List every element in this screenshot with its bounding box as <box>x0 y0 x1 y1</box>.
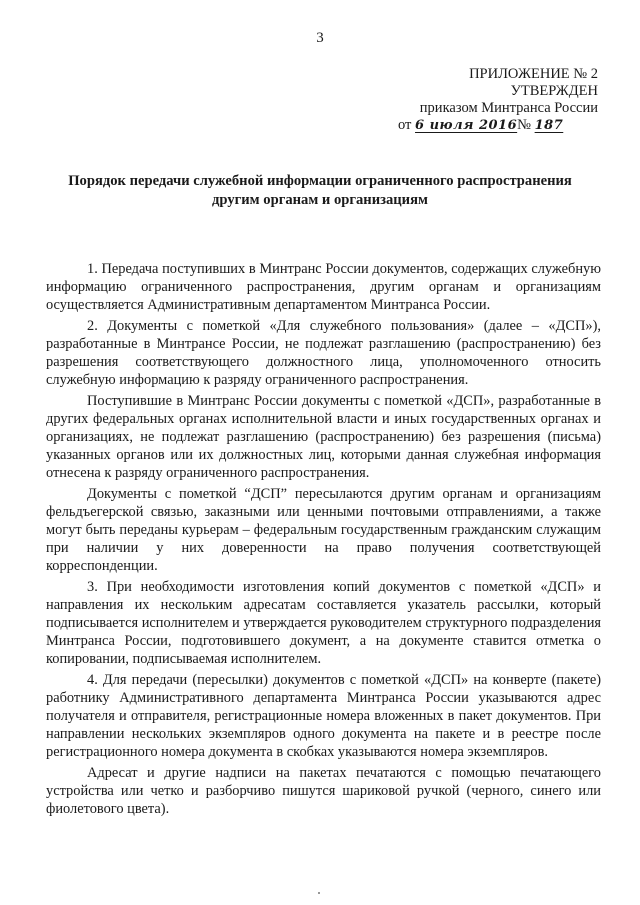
approved-label: УТВЕРЖДЕН <box>510 83 598 99</box>
document-body <box>46 260 601 821</box>
order-label: приказом Минтранса России <box>419 100 598 116</box>
number-label: № <box>517 117 531 133</box>
handwritten-number: 187 <box>534 118 564 133</box>
paragraph-6: 4. Для передачи (пересылки) документов с пометкой «ДСП» на конверте (пакете) работнику Административного департамента Минтранса России указываются адрес получателя и отправителя, регистрационные номера вложенных в пакет документов. При направлении нескольких экземпляров одного документа на пакете и в реестре после регистрационного номера документа в скобках указываются номера экземпляров. <box>46 672 601 760</box>
title-line-2: другим органам и организациям <box>212 192 428 208</box>
paragraph-7: Адресат и другие надписи на пакетах печатаются с помощью печатающего устройства или четко и разборчиво пишутся шариковой ручкой (черного, синего или фиолетового цвета). <box>46 765 601 817</box>
order-date-line <box>398 117 598 134</box>
paragraph-5: 3. При необходимости изготовления копий документов с пометкой «ДСП» и направления их нескольким адресатам составляется указатель рассылки, который подписывается исполнителем и утверждается руководителем структурного подразделения Минтранса России, подготовившего документ, а на документе ставится отметка о копировании, подписываемая исполнителем. <box>46 579 602 667</box>
document-title <box>40 172 600 210</box>
approval-stamp <box>398 66 598 134</box>
from-label: от <box>398 117 412 133</box>
appendix-label: ПРИЛОЖЕНИЕ № 2 <box>469 66 598 82</box>
page-number: 3 <box>316 30 324 46</box>
paragraph-4: Документы с пометкой “ДСП” пересылаются другим органам и организациям фельдъегерской связью, заказными или ценными почтовыми отправлениями, а также могут быть переданы курьерам – федеральным государственным гражданским служащим при наличии у них доверенности на право получения соответствующей корреспонденции. <box>46 486 601 574</box>
scan-speck <box>318 892 320 894</box>
title-line-1: Порядок передачи служебной информации ограниченного распространения <box>68 173 572 189</box>
paragraph-1: 1. Передача поступивших в Минтранс России документов, содержащих служебную информацию ограниченного распространения, другим органам и организациям осуществляется Административным департаментом Минтранса России. <box>46 261 601 313</box>
paragraph-2: 2. Документы с пометкой «Для служебного пользования» (далее – «ДСП»), разработанные в Минтрансе России, не подлежат разглашению (распространению) без разрешения соответствующего должностного лица, уполномоченного относить служебную информацию к разряду ограниченного распространения. <box>46 318 601 388</box>
paragraph-3: Поступившие в Минтранс России документы с пометкой «ДСП», разработанные в других федеральных органах исполнительной власти и иных государственных органах и организациях, не подлежат разглашению (распространению) без разрешения (письма) указанных органов или их должностных лиц, которыми данная служебная информация отнесена к разряду ограниченного распространения. <box>46 393 601 481</box>
handwritten-date: 6 июля 2016 <box>415 118 518 133</box>
